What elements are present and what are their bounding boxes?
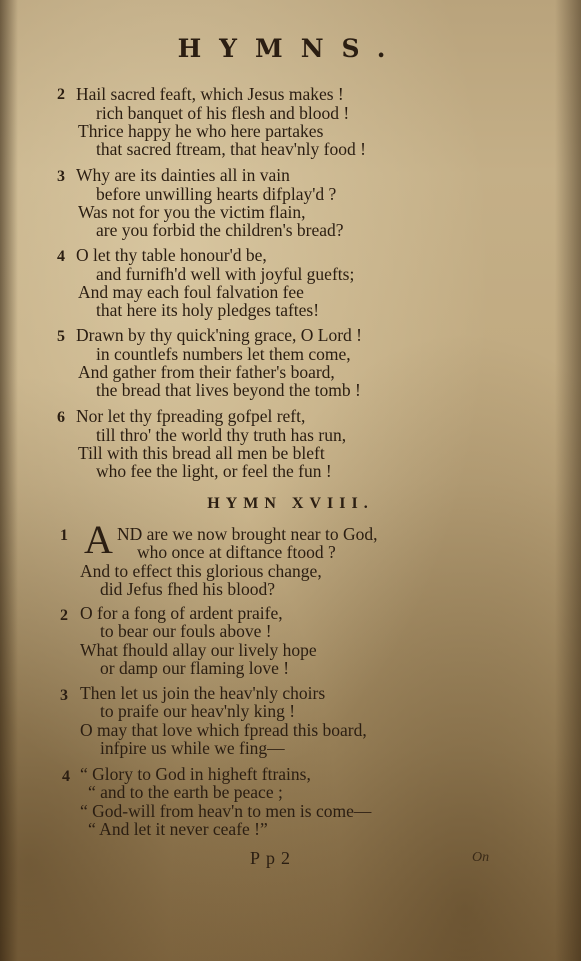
verse-line: that here its holy pledges taftes! (96, 300, 320, 320)
verse-line: Drawn by thy quick'ning grace, O Lord ! (76, 325, 362, 345)
page-shadow-left (0, 0, 18, 961)
verse-line: ND are we now brought near to God, (117, 524, 378, 544)
verse-line: And to effect this glorious change, (80, 561, 322, 581)
page-shadow-right (555, 0, 581, 961)
stanza-number: 4 (62, 768, 70, 785)
signature-mark: Pp2 (250, 848, 297, 868)
verse-line: are you forbid the children's bread? (96, 220, 344, 240)
verse-line: who once at diftance ftood ? (137, 542, 336, 562)
verse-line: to praife our heav'nly king ! (100, 701, 296, 721)
verse-line: O may that love which fpread this board, (80, 720, 367, 740)
verse-line: O for a fong of ardent praife, (80, 603, 283, 623)
drop-cap: A (84, 517, 113, 562)
verse-line: before unwilling hearts difplay'd ? (96, 184, 337, 204)
verse-line: who fee the light, or feel the fun ! (96, 461, 332, 481)
stanza-number: 3 (60, 687, 68, 704)
verse-line: the bread that lives beyond the tomb ! (96, 380, 361, 400)
stanza-number: 3 (57, 168, 65, 185)
verse-line: “ God-will from heav'n to men is come— (80, 801, 372, 821)
stanza-number: 2 (60, 607, 68, 624)
running-head: HYMNS. (177, 34, 404, 63)
verse-line: Then let us join the heav'nly choirs (80, 683, 326, 703)
verse-line: or damp our flaming love ! (100, 658, 290, 678)
verse-line: and furnifh'd well with joyful guefts; (96, 264, 355, 284)
stanza-number: 4 (57, 248, 65, 265)
verse-line: What fhould allay our lively hope (80, 640, 317, 660)
verse-line: Why are its dainties all in vain (76, 165, 290, 185)
stanza-number: 6 (57, 409, 65, 426)
verse-line: in countlefs numbers let them come, (96, 344, 351, 364)
verse-line: And gather from their father's board, (78, 362, 335, 382)
verse-line: rich banquet of his flesh and blood ! (96, 103, 350, 123)
verse-line: that sacred ftream, that heav'nly food ! (96, 139, 366, 159)
verse-line: did Jefus fhed his blood? (100, 579, 275, 599)
verse-line: O let thy table honour'd be, (76, 245, 267, 265)
verse-line: to bear our fouls above ! (100, 621, 272, 641)
stanza-number: 2 (57, 86, 65, 103)
verse-line: Nor let thy fpreading gofpel reft, (76, 406, 306, 426)
stanza-number: 5 (57, 328, 65, 345)
verse-line: “ and to the earth be peace ; (88, 782, 283, 802)
verse-line: infpire us while we fing— (100, 738, 285, 758)
stanza-number: 1 (60, 527, 68, 544)
verse-line: till thro' the world thy truth has run, (96, 425, 347, 445)
verse-line: “ And let it never ceafe !” (88, 819, 268, 839)
verse-line: And may each foul falvation fee (78, 282, 304, 302)
verse-line: Was not for you the victim flain, (78, 202, 306, 222)
verse-line: Hail sacred feaft, which Jesus makes ! (76, 84, 344, 104)
verse-line: Thrice happy he who here partakes (78, 121, 324, 141)
catchword: On (472, 850, 490, 865)
verse-line: Till with this bread all men be bleft (78, 443, 325, 463)
hymn-title: HYMN XVIII. (207, 495, 374, 512)
verse-line: “ Glory to God in higheft ftrains, (80, 764, 311, 784)
